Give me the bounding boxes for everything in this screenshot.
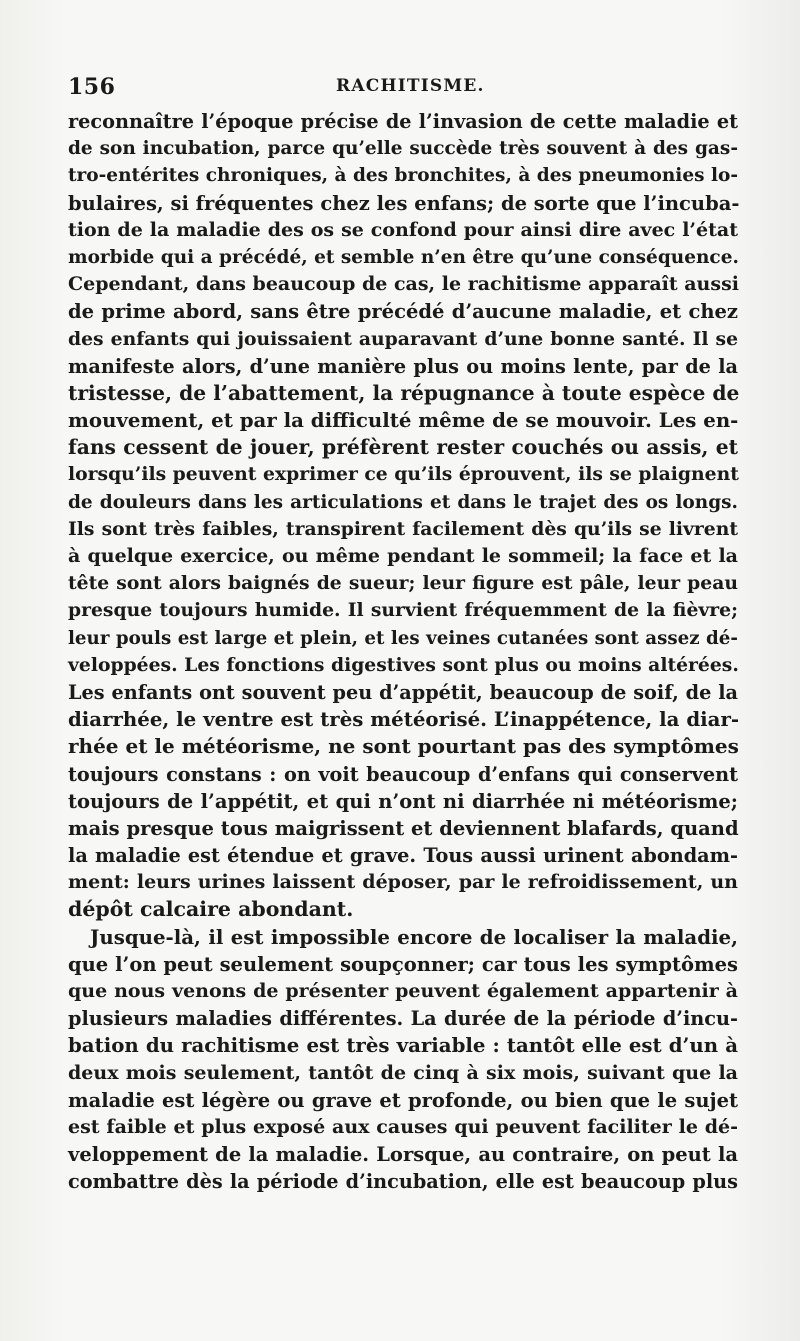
text-line: Les enfants ont souvent peu d’appétit, beaucoup de soif, de la	[68, 680, 738, 704]
text-line: mais presque tous maigrissent et deviennent blafards, quand	[68, 816, 739, 840]
text-line: presque toujours humide. Il survient fréquemment de la fièvre;	[68, 599, 738, 622]
text-line: Cependant, dans beaucoup de cas, le rachitisme apparaît aussi	[68, 273, 739, 296]
text-line: leur pouls est large et plein, et les veines cutanées sont assez dé-	[68, 627, 738, 649]
page-number: 156	[68, 74, 116, 100]
text-line: ment: leurs urines laissent déposer, par le refroidissement, un	[68, 871, 738, 894]
text-line: tion de la maladie des os se confond pour ainsi dire avec l’état	[68, 218, 738, 241]
text-line: de prime abord, sans être précédé d’aucune maladie, et chez	[68, 300, 738, 324]
text-line: de douleurs dans les articulations et dans le trajet des os longs.	[68, 491, 738, 513]
text-line: manifeste alors, d’une manière plus ou moins lente, par de la	[68, 354, 738, 378]
text-line: que nous venons de présenter peuvent également appartenir à	[68, 980, 738, 1002]
text-line: est faible et plus exposé aux causes qui peuvent faciliter le dé-	[68, 1115, 738, 1138]
text-line: fans cessent de jouer, préfèrent rester couchés ou assis, et	[68, 435, 738, 460]
text-line: tristesse, de l’abattement, la répugnance à toute espèce de	[68, 380, 740, 405]
text-line: bulaires, si fréquentes chez les enfans; de sorte que l’incuba-	[68, 191, 740, 215]
text-line: à quelque exercice, ou même pendant le sommeil; la face et la	[68, 545, 738, 567]
text-line: deux mois seulement, tantôt de cinq à six mois, suivant que la	[68, 1061, 738, 1084]
text-line: plusieurs maladies différentes. La durée de la période d’incu-	[68, 1007, 738, 1031]
text-line: tête sont alors baignés de sueur; leur figure est pâle, leur peau	[68, 572, 738, 595]
text-line: toujours de l’appétit, et qui n’ont ni diarrhée ni météorisme;	[68, 789, 738, 813]
text-line: maladie est légère ou grave et profonde, ou bien que le sujet	[68, 1088, 738, 1112]
text-line: la maladie est étendue et grave. Tous aussi urinent abondam-	[68, 844, 738, 868]
text-line: tro-entérites chroniques, à des bronchites, à des pneumonies lo-	[68, 165, 739, 187]
text-line: diarrhée, le ventre est très météorisé. L’inappétence, la diar-	[68, 707, 740, 732]
running-head: RACHITISME.	[336, 76, 485, 96]
text-line: reconnaître l’époque précise de l’invasion de cette maladie et	[68, 110, 738, 133]
text-line: morbide qui a précédé, et semble n’en être qu’une conséquence.	[68, 246, 739, 268]
text-line: lorsqu’ils peuvent exprimer ce qu’ils éprouvent, ils se plaignent	[68, 463, 739, 486]
text-line: Ils sont très faibles, transpirent facilement dès qu’ils se livrent	[68, 517, 738, 540]
text-line: mouvement, et par la difficulté même de se mouvoir. Les en-	[68, 408, 739, 433]
paragraph	[68, 108, 738, 924]
paragraph	[68, 924, 738, 1196]
text-line: des enfants qui jouissaient auparavant d’une bonne santé. Il se	[68, 327, 738, 350]
text-line: toujours constans : on voit beaucoup d’enfans qui conservent	[68, 762, 738, 786]
text-line: rhée et le météorisme, ne sont pourtant pas des symptômes	[68, 734, 739, 759]
page-header	[68, 74, 738, 102]
text-line: que l’on peut seulement soupçonner; car tous les symptômes	[68, 952, 738, 976]
text-line: veloppement de la maladie. Lorsque, au contraire, on peut la	[68, 1143, 738, 1167]
text-line: combattre dès la période d’incubation, elle est beaucoup plus	[68, 1170, 738, 1194]
text-line: veloppées. Les fonctions digestives sont plus ou moins altérées.	[68, 653, 739, 676]
body-text	[68, 108, 738, 1196]
text-line: Jusque-là, il est impossible encore de localiser la maladie,	[90, 924, 738, 949]
text-line: bation du rachitisme est très variable : tantôt elle est d’un à	[68, 1033, 738, 1058]
text-line: de son incubation, parce qu’elle succède très souvent à des gas-	[68, 138, 738, 160]
text-line: dépôt calcaire abondant.	[68, 897, 354, 922]
